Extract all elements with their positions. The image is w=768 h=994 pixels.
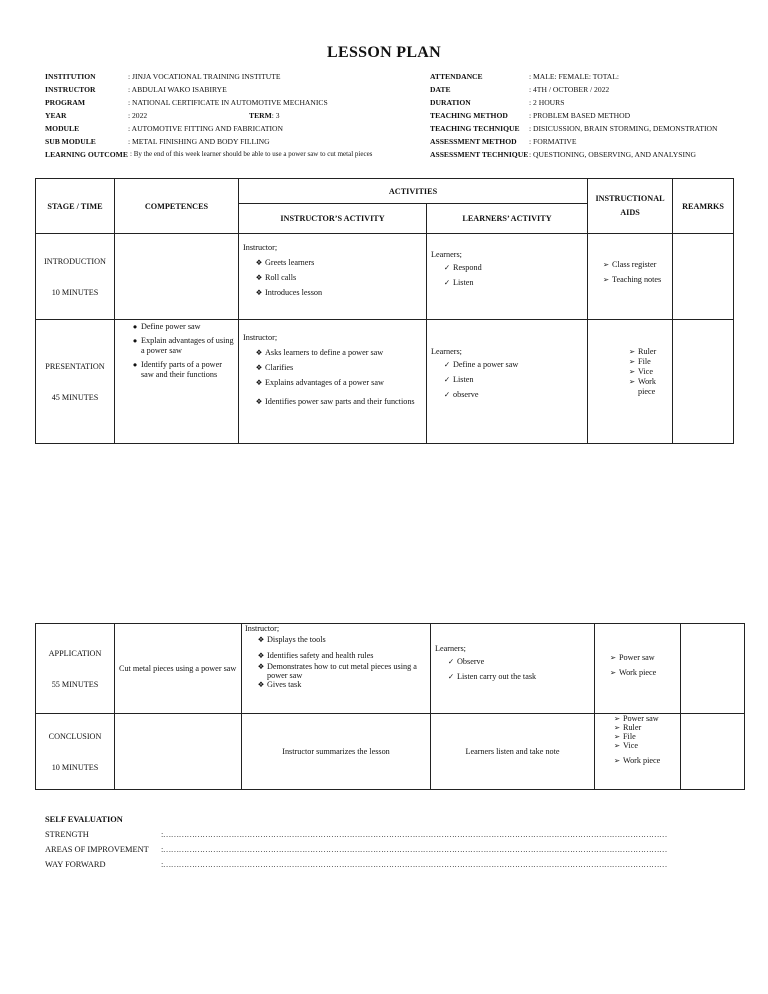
arrow-bullet-icon: ➢ [613, 756, 621, 765]
diamond-bullet-icon: ❖ [257, 635, 265, 644]
instructor-heading: Instructor; [245, 624, 280, 633]
stage-cell [36, 714, 115, 790]
evaluation-row [45, 827, 667, 842]
arrow-bullet-icon: ➢ [613, 723, 621, 732]
list-item [441, 372, 583, 387]
learners-activity-cell [431, 714, 595, 790]
learners-heading: Learners; [431, 347, 462, 356]
evaluation-label: WAY FORWARD [45, 860, 106, 869]
arrow-bullet-icon: ➢ [602, 259, 610, 269]
page-title: LESSON PLAN [327, 44, 441, 61]
evaluation-label: AREAS OF IMPROVEMENT [45, 845, 149, 854]
diamond-bullet-icon: ❖ [257, 651, 265, 660]
arrow-bullet-icon: ➢ [613, 714, 621, 723]
header-label: ASSESSMENT TECHNIQUE [430, 150, 529, 159]
stage-cell [36, 234, 115, 320]
dot-bullet-icon: ● [132, 336, 138, 345]
arrow-bullet-icon: ➢ [628, 356, 636, 366]
list-item [607, 650, 680, 665]
item-text: Introduces lesson [265, 288, 323, 297]
remarks-cell [681, 624, 745, 714]
header-value: : AUTOMOTIVE FITTING AND FABRICATION [128, 124, 283, 133]
dot-bullet-icon: ● [132, 360, 138, 369]
list-item [445, 654, 590, 669]
stage-name: APPLICATION [48, 648, 102, 658]
check-icon: ✓ [447, 657, 455, 666]
header-value: : ABDULAI WAKO ISABIRYE [128, 85, 227, 94]
header-label: TEACHING TECHNIQUE [430, 124, 520, 133]
col-competences-header: COMPETENCES [115, 179, 239, 234]
item-text: Observe [457, 657, 485, 666]
learners-activity-cell [427, 320, 588, 444]
list-item [129, 322, 234, 332]
arrow-bullet-icon: ➢ [628, 346, 636, 356]
list-item [441, 275, 583, 290]
remarks-cell [681, 714, 745, 790]
item-text: Listen [453, 278, 474, 287]
competences-cell [115, 624, 242, 714]
diamond-bullet-icon: ❖ [255, 363, 263, 372]
item-text: Ruler [623, 723, 642, 732]
list-item [253, 285, 422, 300]
item-text: Work piece [623, 756, 661, 765]
item-text: Listen [453, 375, 474, 384]
list-item [441, 357, 583, 372]
header-value: : QUESTIONING, OBSERVING, AND ANALYSING [529, 150, 696, 159]
header-label: LEARNING OUTCOME [45, 150, 128, 159]
list-item [255, 651, 427, 661]
lesson-table-continued [35, 623, 745, 790]
evaluation-row [45, 857, 667, 872]
stage-time: 10 MINUTES [51, 762, 99, 772]
list-item [441, 387, 583, 402]
competences-cell [115, 714, 242, 790]
check-icon: ✓ [443, 360, 451, 369]
arrow-bullet-icon: ➢ [628, 376, 636, 386]
list-item [611, 732, 680, 741]
evaluation-label: STRENGTH [45, 830, 89, 839]
item-text: File [623, 732, 636, 741]
learners-heading: Learners; [431, 250, 462, 259]
list-item [255, 680, 427, 690]
header-value: : MALE: FEMALE: TOTAL: [529, 72, 620, 81]
instructor-activity-cell [239, 320, 427, 444]
instructor-text: Instructor summarizes the lesson [282, 747, 390, 756]
item-text: Explains advantages of a power saw [265, 378, 384, 387]
evaluation-line[interactable]: :………………………………………………………………………………………………………………………………………………………………………… [161, 845, 667, 854]
item-text: Gives task [267, 680, 302, 689]
learners-heading: Learners; [435, 644, 466, 653]
list-item [253, 375, 422, 390]
self-evaluation-heading: SELF EVALUATION [45, 815, 123, 824]
table-row [36, 320, 734, 444]
item-text: Greets learners [265, 258, 315, 267]
header-value: : JINJA VOCATIONAL TRAINING INSTITUTE [128, 72, 281, 81]
header-label: PROGRAM [45, 98, 86, 107]
competences-cell [115, 234, 239, 320]
instructor-activity-cell [242, 624, 431, 714]
item-text: Clarifies [265, 363, 294, 372]
item-text: Displays the tools [267, 635, 326, 644]
item-text: Power saw [623, 714, 659, 723]
stage-time: 55 MINUTES [51, 679, 99, 689]
item-text: Explain advantages of using a power saw [141, 336, 234, 355]
arrow-bullet-icon: ➢ [609, 667, 617, 677]
instructor-heading: Instructor; [243, 333, 278, 342]
stage-time: 45 MINUTES [51, 392, 99, 402]
item-text: Identifies safety and health rules [267, 651, 374, 660]
stage-name: INTRODUCTION [44, 256, 106, 266]
item-text: File [638, 356, 651, 366]
header-value: : NATIONAL CERTIFICATE IN AUTOMOTIVE MECHANICS [128, 98, 328, 107]
learners-text: Learners listen and take note [465, 747, 560, 756]
stage-cell [36, 624, 115, 714]
list-item [253, 270, 422, 285]
lesson-table [35, 178, 734, 444]
diamond-bullet-icon: ❖ [257, 662, 265, 671]
list-item [600, 257, 672, 272]
list-item [611, 723, 680, 732]
check-icon: ✓ [443, 263, 451, 272]
col-learners-header: LEARNERS’ ACTIVITY [427, 204, 588, 234]
col-activities-header: ACTIVITIES [239, 179, 588, 204]
item-text: Work piece [619, 667, 657, 677]
evaluation-row [45, 842, 667, 857]
list-item [626, 347, 672, 357]
item-text: Identify parts of a power saw and their functions [141, 360, 222, 379]
diamond-bullet-icon: ❖ [255, 258, 263, 267]
header-label: ASSESSMENT METHOD [430, 137, 517, 146]
diamond-bullet-icon: ❖ [255, 348, 263, 357]
item-text: Listen carry out the task [457, 672, 537, 681]
header-value-term: : 3 [271, 111, 280, 120]
stage-cell [36, 320, 115, 444]
remarks-cell [673, 234, 734, 320]
arrow-bullet-icon: ➢ [613, 741, 621, 750]
list-item [255, 662, 427, 680]
header-label: INSTITUTION [45, 72, 96, 81]
item-text: Power saw [619, 652, 655, 662]
check-icon: ✓ [447, 672, 455, 681]
item-text: Define power saw [141, 322, 201, 331]
header-label: DURATION [430, 98, 471, 107]
col-aids-header: INSTRUCTIONAL AIDS [588, 179, 673, 234]
header-label: TEACHING METHOD [430, 111, 508, 120]
item-text: Asks learners to define a power saw [265, 348, 384, 357]
table-row [36, 234, 734, 320]
evaluation-line[interactable]: :………………………………………………………………………………………………………………………………………………………………………… [161, 830, 667, 839]
header-label: YEAR [45, 111, 67, 120]
check-icon: ✓ [443, 375, 451, 384]
item-text: Identifies power saw parts and their functions [265, 397, 415, 406]
item-text: Class register [612, 259, 657, 269]
header-value: : PROBLEM BASED METHOD [529, 111, 631, 120]
check-icon: ✓ [443, 278, 451, 287]
header-right [430, 70, 717, 161]
competences-cell [115, 320, 239, 444]
list-item [607, 665, 680, 680]
arrow-bullet-icon: ➢ [609, 652, 617, 662]
instructor-heading: Instructor; [243, 243, 278, 252]
instructor-activity-cell [242, 714, 431, 790]
dot-bullet-icon: ● [132, 322, 138, 331]
aids-cell [588, 234, 673, 320]
diamond-bullet-icon: ❖ [257, 680, 265, 689]
aids-cell [595, 714, 681, 790]
evaluation-line[interactable]: :………………………………………………………………………………………………………………………………………………………………………… [161, 860, 667, 869]
list-item [611, 756, 680, 765]
list-item [626, 377, 672, 397]
arrow-bullet-icon: ➢ [602, 274, 610, 284]
header-label: DATE [430, 85, 451, 94]
self-evaluation [45, 815, 667, 872]
item-text: Ruler [638, 346, 657, 356]
header-value: : By the end of this week learner should be able to use a power saw to cut metal pieces [130, 150, 373, 158]
table-row [36, 714, 745, 790]
header-label: INSTRUCTOR [45, 85, 96, 94]
header-value: : METAL FINISHING AND BODY FILLING [128, 137, 270, 146]
item-text: Roll calls [265, 273, 297, 282]
list-item [253, 255, 422, 270]
list-item [255, 635, 427, 645]
instructor-activity-cell [239, 234, 427, 320]
item-text: Vice [638, 366, 653, 376]
header-value: : 2 HOURS [529, 98, 565, 107]
diamond-bullet-icon: ❖ [255, 397, 263, 406]
list-item [253, 394, 422, 409]
aids-cell [588, 320, 673, 444]
check-icon: ✓ [443, 390, 451, 399]
header-label: MODULE [45, 124, 80, 133]
col-remarks-header: REAMRKS [673, 179, 734, 234]
list-item [441, 260, 583, 275]
learners-activity-cell [431, 624, 595, 714]
header-value: : FORMATIVE [529, 137, 577, 146]
diamond-bullet-icon: ❖ [255, 273, 263, 282]
stage-time: 10 MINUTES [51, 287, 99, 297]
list-item [129, 336, 234, 356]
aids-cell [595, 624, 681, 714]
list-item [626, 367, 672, 377]
item-text: observe [453, 390, 479, 399]
item-text: Respond [453, 263, 482, 272]
header-value: : 2022 [128, 111, 148, 120]
list-item [611, 741, 680, 750]
list-item [253, 360, 422, 375]
list-item [626, 357, 672, 367]
list-item [253, 345, 422, 360]
header-value: : 4TH / OCTOBER / 2022 [529, 85, 610, 94]
diamond-bullet-icon: ❖ [255, 288, 263, 297]
item-text: Teaching notes [612, 274, 662, 284]
arrow-bullet-icon: ➢ [613, 732, 621, 741]
header-value: : DISICUSSION, BRAIN STORMING, DEMONSTRATION [529, 124, 718, 133]
list-item [600, 272, 672, 287]
competence-text: Cut metal pieces using a power saw [119, 663, 237, 673]
col-stage-header: STAGE / TIME [36, 179, 115, 234]
header-left [45, 70, 372, 161]
list-item [129, 360, 234, 380]
table-row [36, 624, 745, 714]
list-item [611, 714, 680, 723]
header-label: ATTENDANCE [430, 72, 483, 81]
item-text: Vice [623, 741, 638, 750]
item-text: Demonstrates how to cut metal pieces using a power saw [267, 662, 417, 680]
item-text: Define a power saw [453, 360, 519, 369]
learners-activity-cell [427, 234, 588, 320]
diamond-bullet-icon: ❖ [255, 378, 263, 387]
col-instructor-header: INSTRUCTOR’S ACTIVITY [239, 204, 427, 234]
arrow-bullet-icon: ➢ [628, 366, 636, 376]
stage-name: CONCLUSION [48, 731, 102, 741]
item-text: Work piece [638, 376, 657, 396]
header-label: SUB MODULE [45, 137, 96, 146]
list-item [445, 669, 590, 684]
remarks-cell [673, 320, 734, 444]
stage-name: PRESENTATION [45, 361, 105, 371]
header-label-term: TERM [249, 111, 272, 120]
